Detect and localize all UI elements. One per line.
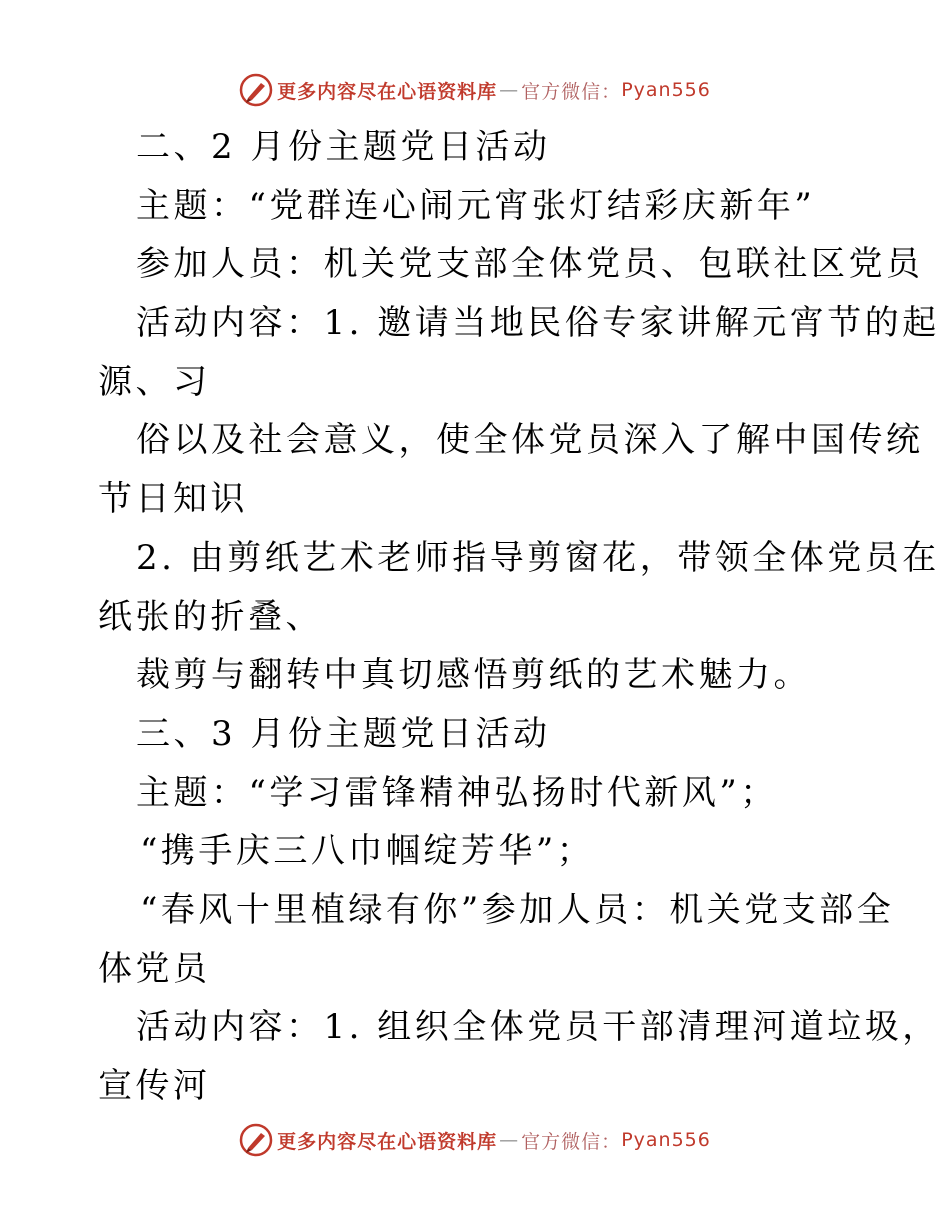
watermark-separator: — <box>499 1129 520 1151</box>
watermark-separator: — <box>499 79 520 101</box>
header-watermark <box>0 70 950 110</box>
footer-watermark <box>0 1120 950 1160</box>
watermark-wechat-id: Pyan556 <box>621 1129 711 1151</box>
paragraph-line: 活动内容：1. 邀请当地民俗专家讲解元宵节的起 <box>136 303 940 344</box>
watermark-wechat-label: 官方微信： <box>521 1130 622 1153</box>
paragraph-line: 主题：“学习雷锋精神弘扬时代新风”； <box>136 772 778 813</box>
paragraph-line: 活动内容：1. 组织全体党员干部清理河道垃圾， <box>136 1007 940 1048</box>
paragraph-line: 节日知识 <box>98 479 248 520</box>
paragraph-line: “春风十里植绿有你”参加人员：机关党支部全 <box>140 889 895 930</box>
section-heading-feb: 二、2 月份主题党日活动 <box>136 127 551 167</box>
pen-logo-icon <box>239 73 273 107</box>
paragraph-line: 参加人员：机关党支部全体党员、包联社区党员 <box>136 244 924 285</box>
paragraph-line: 主题：“党群连心闹元宵张灯结彩庆新年” <box>136 185 816 226</box>
section-heading-mar: 三、3 月份主题党日活动 <box>136 713 551 754</box>
document-body <box>98 118 940 1116</box>
paragraph-line: 源、习 <box>98 361 211 402</box>
watermark-wechat-id: Pyan556 <box>621 79 711 101</box>
paragraph-line: 纸张的折叠、 <box>98 596 323 637</box>
paragraph-line: 俗以及社会意义，使全体党员深入了解中国传统 <box>136 420 924 461</box>
paragraph-line: 体党员 <box>98 948 211 989</box>
watermark-text: 更多内容尽在心语资料库 <box>277 1130 498 1153</box>
watermark-text: 更多内容尽在心语资料库 <box>277 80 498 103</box>
paragraph-line: 2. 由剪纸艺术老师指导剪窗花，带领全体党员在 <box>136 537 940 578</box>
paragraph-line: 宣传河 <box>98 1066 211 1106</box>
watermark-wechat-label: 官方微信： <box>521 80 622 103</box>
paragraph-line: 裁剪与翻转中真切感悟剪纸的艺术魅力。 <box>136 655 811 696</box>
pen-logo-icon <box>239 1123 273 1157</box>
paragraph-line: “携手庆三八巾帼绽芳华”； <box>140 831 595 872</box>
